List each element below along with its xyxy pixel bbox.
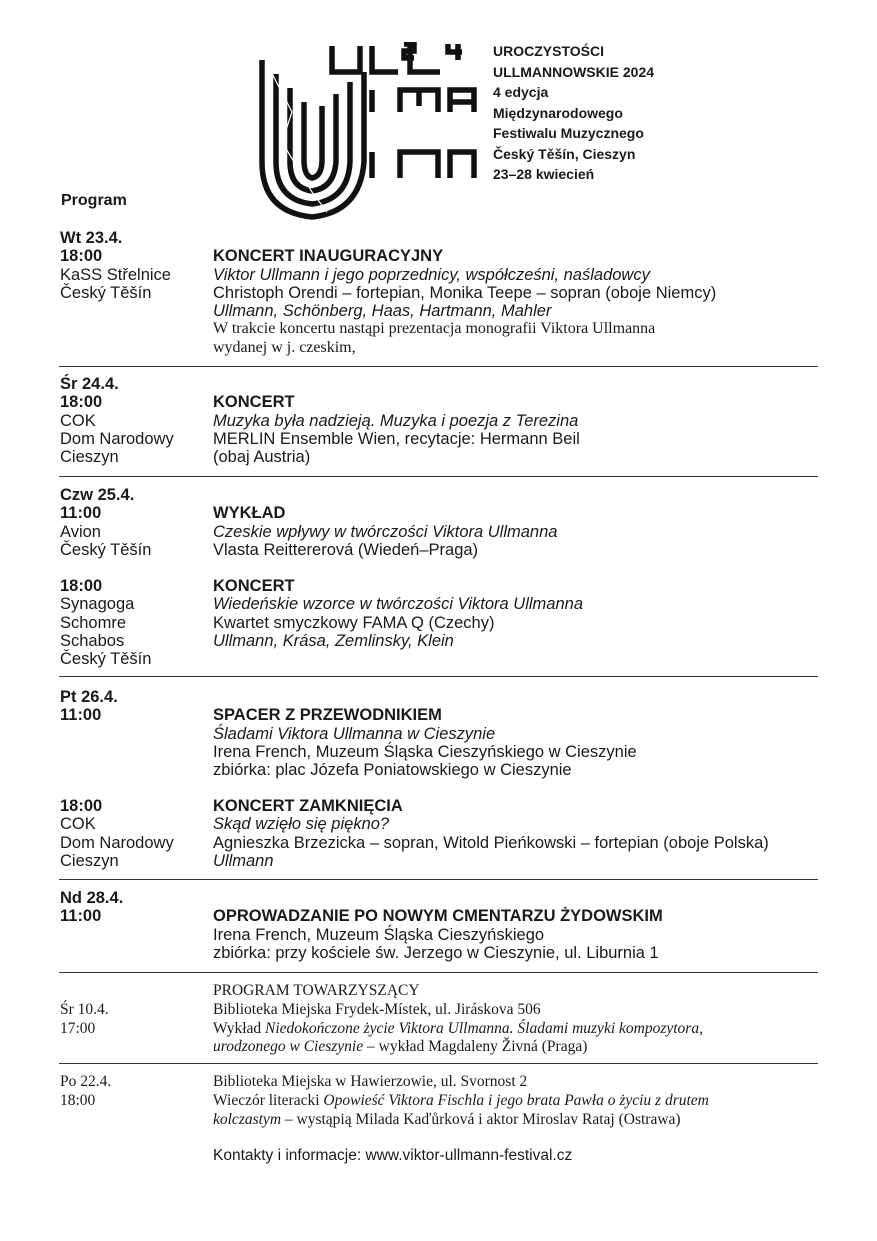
event-performers: Agnieszka Brzezicka – sopran, Witold Pieńkowski – fortepian (oboje Polska) (213, 833, 769, 852)
event-composers: Ullmann (213, 851, 274, 870)
event-subtitle: Muzyka była nadzieją. Muzyka i poezja z Terezina (213, 411, 579, 430)
event-title: KONCERT INAUGURACYJNY (213, 247, 444, 266)
event-place: Český Těšín (60, 650, 152, 669)
event-place: Dom Narodowy (60, 429, 174, 448)
event-place: Český Těšín (60, 540, 152, 559)
event-venue: Biblioteka Miejska Frydek-Místek, ul. Jiráskova 506 (213, 1000, 541, 1018)
event-title: KONCERT (213, 393, 295, 412)
event-composers: Ullmann, Schönberg, Haas, Hartmann, Mahler (213, 302, 552, 321)
festival-info-line: 23–28 kwiecień (493, 166, 595, 182)
event-meeting-point: zbiórka: przy kościele św. Jerzego w Cieszynie, ul. Liburnia 1 (213, 943, 659, 962)
event-performers: (obaj Austria) (213, 448, 311, 467)
side-program-heading: PROGRAM TOWARZYSZĄCY (213, 982, 420, 999)
event-subtitle: Śladami Viktora Ullmanna w Cieszynie (213, 724, 496, 743)
description-speaker: – wykład Magdaleny Živná (Praga) (363, 1038, 588, 1056)
event-closing-concert (60, 797, 820, 870)
event-description (213, 1038, 587, 1057)
event-note: wydanej w j. czeskim, (213, 338, 356, 356)
description-prefix: Wykład (213, 1019, 266, 1037)
event-subtitle: Wiedeńskie wzorce w twórczości Viktora Ullmanna (213, 595, 584, 614)
event-place: Avion (60, 522, 101, 541)
event-time: 18:00 (60, 797, 103, 815)
event-day: Czw 25.4. (60, 486, 135, 504)
event-place: Cieszyn (60, 448, 119, 467)
event-performers: Christoph Orendi – fortepian, Monika Teepe – sopran (oboje Niemcy) (213, 283, 717, 302)
event-place: Český Těšín (60, 283, 152, 302)
event-performers: Irena French, Muzeum Śląska Cieszyńskiego w Cieszynie (213, 742, 637, 761)
event-description (213, 1111, 681, 1130)
event-title: KONCERT (213, 577, 295, 595)
description-title: urodzonego w Cieszynie (213, 1038, 364, 1056)
event-time: 17:00 (60, 1019, 96, 1037)
event-place: Schomre (60, 613, 127, 632)
event-title: KONCERT ZAMKNIĘCIA (213, 797, 403, 815)
event-title: OPROWADZANIE PO NOWYM CMENTARZU ŻYDOWSKIM (213, 907, 663, 926)
event-performers: Vlasta Reittererová (Wiedeń–Praga) (213, 540, 479, 559)
contact-info[interactable]: Kontakty i informacje: www.viktor-ullmann-festival.cz (213, 1147, 573, 1164)
description-title: Niedokończone życie Viktora Ullmanna. Śladami muzyki kompozytora, (265, 1019, 703, 1037)
event-time: 11:00 (60, 504, 102, 523)
event-day: Śr 10.4. (60, 1000, 109, 1018)
festival-info-line: ULLMANNOWSKIE 2024 (493, 63, 655, 80)
event-cemetery-tour (60, 889, 820, 962)
description-prefix: Wieczór literacki (213, 1091, 324, 1109)
event-meeting-point: zbiórka: plac Józefa Poniatowskiego w Cieszynie (213, 761, 572, 780)
divider (59, 676, 818, 677)
divider (59, 476, 818, 477)
event-time: 18:00 (60, 1091, 96, 1109)
event-title: WYKŁAD (213, 504, 286, 523)
event-time: 11:00 (60, 706, 102, 725)
event-composers: Ullmann, Krása, Zemlinsky, Klein (213, 631, 454, 650)
event-place: Dom Narodowy (60, 833, 174, 852)
festival-info-line: 4 edycja (493, 84, 549, 100)
festival-info (493, 41, 654, 185)
event-day: Pt 26.4. (60, 688, 118, 706)
event-time: 18:00 (60, 577, 103, 595)
event-place: COK (60, 815, 96, 834)
event-guided-walk (60, 688, 820, 779)
event-place: KaSS Střelnice (60, 265, 171, 284)
program-label: Program (61, 192, 127, 209)
event-note: W trakcie koncertu nastąpi prezentacja monografii Viktora Ullmanna (213, 320, 656, 338)
event-description (213, 1092, 709, 1111)
event-performers: MERLIN Ensemble Wien, recytacje: Hermann Beil (213, 429, 580, 448)
event-description (213, 1020, 703, 1039)
side-program-frydek (60, 982, 820, 1057)
event-venue: Biblioteka Miejska w Hawierzowie, ul. Svornost 2 (213, 1073, 528, 1090)
description-title: Opowieść Viktora Fischla i jego brata Pawła o życiu z drutem (323, 1091, 709, 1109)
divider (59, 366, 818, 367)
festival-info-line: Międzynarodowego (493, 104, 623, 121)
event-day: Po 22.4. (60, 1073, 112, 1090)
ullmann-festival-logo (252, 42, 478, 232)
festival-info-line: UROCZYSTOŚCI (493, 43, 604, 59)
event-time: 18:00 (60, 393, 103, 412)
festival-info-line: Festiwalu Muzycznego (493, 125, 644, 141)
event-day: Śr 24.4. (60, 375, 119, 393)
event-performers: Irena French, Muzeum Śląska Cieszyńskiego (213, 925, 545, 944)
divider (59, 1063, 818, 1064)
festival-info-line: Český Těšín, Cieszyn (493, 145, 636, 162)
event-day: Wt 23.4. (60, 229, 123, 247)
event-concert-terezin (60, 375, 820, 466)
event-inauguration (60, 229, 820, 357)
event-subtitle: Viktor Ullmann i jego poprzednicy, współcześni, naśladowcy (213, 265, 650, 284)
event-time: 18:00 (60, 247, 103, 266)
event-subtitle: Czeskie wpływy w twórczości Viktora Ullmanna (213, 522, 558, 541)
event-time: 11:00 (60, 907, 102, 926)
description-speaker: – wystąpią Milada Kaďůrková i aktor Miroslav Rataj (Ostrawa) (281, 1110, 681, 1128)
divider (59, 972, 818, 973)
event-place: COK (60, 411, 96, 430)
event-place: Synagoga (60, 595, 135, 614)
event-place: Cieszyn (60, 851, 119, 870)
description-title: kolczastym (213, 1110, 282, 1128)
divider (59, 879, 818, 880)
event-day: Nd 28.4. (60, 889, 124, 907)
event-performers: Kwartet smyczkowy FAMA Q (Czechy) (213, 613, 495, 632)
event-subtitle: Skąd wzięło się piękno? (213, 815, 390, 834)
event-title: SPACER Z PRZEWODNIKIEM (213, 706, 442, 725)
event-place: Schabos (60, 631, 125, 650)
side-program-hawierzow (60, 1073, 820, 1129)
event-concert-vienna (60, 577, 820, 668)
event-lecture (60, 486, 820, 559)
